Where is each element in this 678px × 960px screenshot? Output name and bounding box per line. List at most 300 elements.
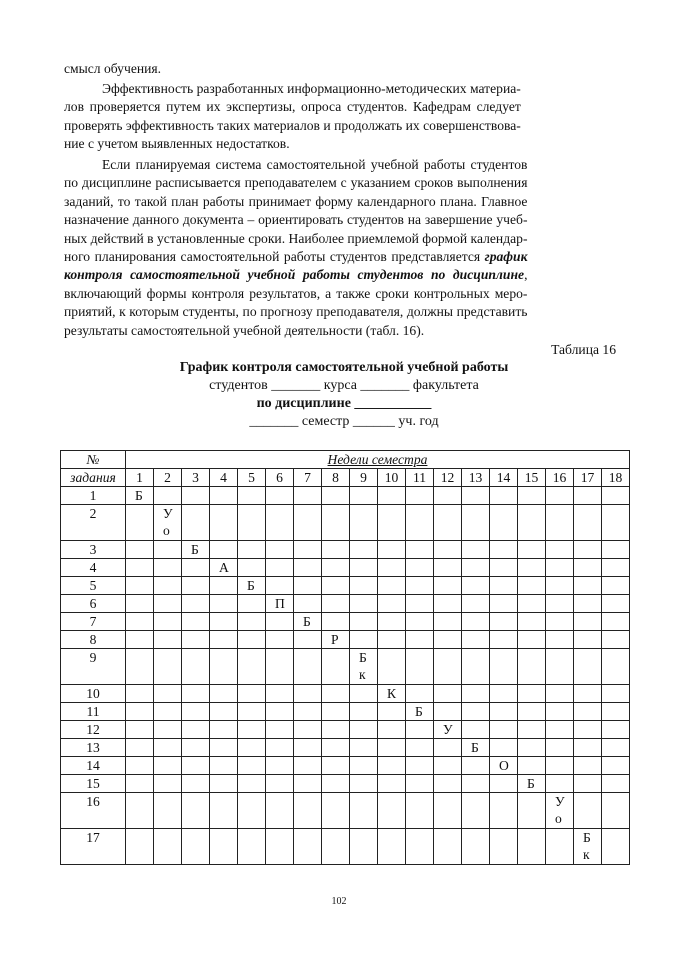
text-line: ных действий в установленные сроки. Наиболее приемлемой формой календар-	[64, 230, 528, 246]
table-row	[61, 775, 630, 793]
empty-cell	[322, 505, 350, 541]
empty-cell	[294, 559, 322, 577]
week-number: 10	[378, 469, 406, 487]
week-number: 15	[518, 469, 546, 487]
empty-cell	[126, 631, 154, 649]
task-number: 3	[61, 541, 126, 559]
text-run: ного планирования самостоятельной работы студентов представляется	[64, 249, 485, 265]
control-mark-letter: к	[583, 847, 590, 862]
empty-cell	[462, 793, 490, 829]
empty-cell	[434, 739, 462, 757]
empty-cell	[154, 631, 182, 649]
empty-cell	[490, 685, 518, 703]
empty-cell	[210, 775, 238, 793]
empty-cell	[490, 577, 518, 595]
week-number: 6	[266, 469, 294, 487]
empty-cell	[154, 487, 182, 505]
empty-cell	[602, 631, 630, 649]
table-row	[61, 649, 630, 685]
empty-cell	[518, 577, 546, 595]
table-row	[61, 505, 630, 541]
empty-cell	[238, 487, 266, 505]
empty-cell	[322, 649, 350, 685]
empty-cell	[462, 757, 490, 775]
empty-cell	[182, 703, 210, 721]
empty-cell	[350, 613, 378, 631]
control-mark	[154, 505, 182, 541]
empty-cell	[294, 649, 322, 685]
empty-cell	[154, 703, 182, 721]
empty-cell	[266, 487, 294, 505]
empty-cell	[462, 577, 490, 595]
empty-cell	[266, 613, 294, 631]
empty-cell	[546, 559, 574, 577]
empty-cell	[378, 721, 406, 739]
task-number: 14	[61, 757, 126, 775]
empty-cell	[322, 559, 350, 577]
empty-cell	[126, 595, 154, 613]
empty-cell	[602, 721, 630, 739]
empty-cell	[322, 757, 350, 775]
empty-cell	[378, 541, 406, 559]
empty-cell	[490, 613, 518, 631]
empty-cell	[294, 685, 322, 703]
empty-cell	[602, 541, 630, 559]
empty-cell	[322, 595, 350, 613]
empty-cell	[378, 613, 406, 631]
text-line: назначение данного документа – ориентировать студентов на завершение учеб-	[64, 212, 528, 228]
empty-cell	[434, 703, 462, 721]
control-mark	[434, 721, 462, 739]
empty-cell	[546, 595, 574, 613]
control-mark-letter: У	[163, 506, 173, 521]
control-mark-letter: А	[219, 560, 229, 575]
control-mark-letter: к	[359, 667, 366, 682]
empty-cell	[518, 649, 546, 685]
empty-cell	[182, 739, 210, 757]
empty-cell	[266, 829, 294, 865]
control-mark-letter: Б	[415, 704, 423, 719]
control-mark-letter: Б	[135, 488, 143, 503]
empty-cell	[462, 595, 490, 613]
empty-cell	[378, 829, 406, 865]
week-number: 7	[294, 469, 322, 487]
empty-cell	[518, 685, 546, 703]
empty-cell	[266, 685, 294, 703]
empty-cell	[350, 757, 378, 775]
control-mark-letter: Б	[527, 776, 535, 791]
paragraph-intro: смысл обучения.	[64, 61, 162, 76]
table-row	[61, 721, 630, 739]
empty-cell	[126, 541, 154, 559]
empty-cell	[126, 721, 154, 739]
empty-cell	[350, 631, 378, 649]
empty-cell	[210, 613, 238, 631]
empty-cell	[294, 757, 322, 775]
empty-cell	[266, 757, 294, 775]
week-number: 14	[490, 469, 518, 487]
control-mark	[406, 703, 434, 721]
empty-cell	[238, 595, 266, 613]
empty-cell	[602, 577, 630, 595]
empty-cell	[154, 541, 182, 559]
table-row	[61, 739, 630, 757]
table-subtitle-semester: _______ семестр ______ уч. год	[249, 414, 439, 429]
empty-cell	[518, 505, 546, 541]
control-mark-letter: Б	[303, 614, 311, 629]
task-number: 10	[61, 685, 126, 703]
empty-cell	[210, 631, 238, 649]
header-task: задания	[61, 469, 126, 487]
control-mark	[182, 541, 210, 559]
empty-cell	[350, 541, 378, 559]
empty-cell	[266, 559, 294, 577]
emphasis-text: график	[484, 249, 528, 265]
control-mark	[238, 577, 266, 595]
empty-cell	[602, 793, 630, 829]
empty-cell	[322, 685, 350, 703]
empty-cell	[462, 559, 490, 577]
empty-cell	[154, 559, 182, 577]
empty-cell	[546, 487, 574, 505]
empty-cell	[350, 505, 378, 541]
table-header-week-row	[61, 469, 630, 487]
empty-cell	[182, 775, 210, 793]
control-mark-letter: П	[275, 596, 285, 611]
empty-cell	[546, 721, 574, 739]
empty-cell	[574, 775, 602, 793]
empty-cell	[602, 613, 630, 631]
empty-cell	[210, 577, 238, 595]
control-mark-letter: о	[163, 523, 170, 538]
empty-cell	[154, 595, 182, 613]
empty-cell	[182, 505, 210, 541]
empty-cell	[238, 739, 266, 757]
empty-cell	[574, 487, 602, 505]
empty-cell	[490, 487, 518, 505]
empty-cell	[350, 595, 378, 613]
text-line: результаты самостоятельной учебной деятельности (табл. 16).	[64, 322, 425, 338]
empty-cell	[294, 487, 322, 505]
empty-cell	[294, 829, 322, 865]
empty-cell	[378, 775, 406, 793]
empty-cell	[294, 703, 322, 721]
empty-cell	[434, 775, 462, 793]
empty-cell	[462, 541, 490, 559]
empty-cell	[434, 577, 462, 595]
empty-cell	[406, 775, 434, 793]
control-mark	[350, 649, 378, 685]
control-mark	[294, 613, 322, 631]
empty-cell	[210, 793, 238, 829]
empty-cell	[602, 505, 630, 541]
empty-cell	[266, 775, 294, 793]
week-number: 13	[462, 469, 490, 487]
empty-cell	[462, 703, 490, 721]
empty-cell	[238, 829, 266, 865]
empty-cell	[602, 487, 630, 505]
empty-cell	[378, 559, 406, 577]
empty-cell	[294, 739, 322, 757]
week-number: 12	[434, 469, 462, 487]
empty-cell	[378, 595, 406, 613]
empty-cell	[266, 721, 294, 739]
empty-cell	[322, 739, 350, 757]
empty-cell	[238, 541, 266, 559]
empty-cell	[126, 685, 154, 703]
task-number: 16	[61, 793, 126, 829]
empty-cell	[434, 649, 462, 685]
week-number: 9	[350, 469, 378, 487]
table-row	[61, 595, 630, 613]
empty-cell	[378, 505, 406, 541]
empty-cell	[154, 739, 182, 757]
empty-cell	[294, 775, 322, 793]
empty-cell	[462, 829, 490, 865]
week-number: 8	[322, 469, 350, 487]
control-mark-letter: У	[555, 794, 565, 809]
empty-cell	[518, 541, 546, 559]
empty-cell	[322, 613, 350, 631]
empty-cell	[574, 541, 602, 559]
week-number: 16	[546, 469, 574, 487]
empty-cell	[182, 631, 210, 649]
empty-cell	[434, 757, 462, 775]
control-mark-letter: Б	[471, 740, 479, 755]
empty-cell	[210, 487, 238, 505]
empty-cell	[574, 631, 602, 649]
empty-cell	[378, 793, 406, 829]
empty-cell	[350, 721, 378, 739]
empty-cell	[210, 829, 238, 865]
empty-cell	[126, 703, 154, 721]
empty-cell	[462, 649, 490, 685]
task-number: 5	[61, 577, 126, 595]
empty-cell	[294, 793, 322, 829]
empty-cell	[294, 541, 322, 559]
empty-cell	[154, 685, 182, 703]
control-mark-letter: К	[387, 686, 397, 701]
text-line: Если планируемая система самостоятельной учебной работы студентов	[102, 157, 528, 172]
table-row	[61, 613, 630, 631]
empty-cell	[266, 541, 294, 559]
empty-cell	[546, 541, 574, 559]
empty-cell	[406, 505, 434, 541]
control-mark-letter: Б	[359, 650, 367, 665]
empty-cell	[154, 721, 182, 739]
empty-cell	[434, 559, 462, 577]
empty-cell	[518, 703, 546, 721]
empty-cell	[406, 649, 434, 685]
empty-cell	[462, 487, 490, 505]
empty-cell	[154, 757, 182, 775]
header-no: №	[61, 451, 126, 469]
empty-cell	[294, 721, 322, 739]
empty-cell	[294, 505, 322, 541]
text-run: ,	[524, 267, 528, 283]
empty-cell	[574, 721, 602, 739]
empty-cell	[266, 505, 294, 541]
empty-cell	[182, 487, 210, 505]
empty-cell	[126, 757, 154, 775]
text-line: ние с учетом выявленных недостатков.	[64, 136, 290, 152]
empty-cell	[546, 829, 574, 865]
empty-cell	[126, 613, 154, 631]
empty-cell	[182, 613, 210, 631]
week-number: 2	[154, 469, 182, 487]
empty-cell	[238, 505, 266, 541]
empty-cell	[182, 559, 210, 577]
empty-cell	[490, 703, 518, 721]
empty-cell	[266, 631, 294, 649]
empty-cell	[490, 739, 518, 757]
empty-cell	[462, 721, 490, 739]
empty-cell	[350, 775, 378, 793]
empty-cell	[238, 775, 266, 793]
empty-cell	[462, 613, 490, 631]
empty-cell	[210, 541, 238, 559]
empty-cell	[490, 559, 518, 577]
empty-cell	[518, 613, 546, 631]
empty-cell	[434, 541, 462, 559]
week-number: 11	[406, 469, 434, 487]
empty-cell	[406, 739, 434, 757]
empty-cell	[154, 649, 182, 685]
week-number: 17	[574, 469, 602, 487]
empty-cell	[602, 559, 630, 577]
empty-cell	[574, 649, 602, 685]
text-line: Эффективность разработанных информационно-методических материа-	[102, 81, 521, 96]
empty-cell	[182, 595, 210, 613]
empty-cell	[294, 577, 322, 595]
empty-cell	[434, 595, 462, 613]
empty-cell	[434, 613, 462, 631]
empty-cell	[462, 775, 490, 793]
week-number: 5	[238, 469, 266, 487]
paragraph-calendar-plan	[64, 156, 527, 340]
empty-cell	[182, 793, 210, 829]
empty-cell	[518, 487, 546, 505]
empty-cell	[602, 757, 630, 775]
table-subtitle-discipline: по дисциплине ___________	[256, 396, 432, 411]
empty-cell	[238, 613, 266, 631]
empty-cell	[182, 577, 210, 595]
empty-cell	[574, 685, 602, 703]
control-mark-letter: Б	[191, 542, 199, 557]
empty-cell	[406, 721, 434, 739]
empty-cell	[378, 487, 406, 505]
empty-cell	[574, 505, 602, 541]
task-number: 4	[61, 559, 126, 577]
empty-cell	[518, 559, 546, 577]
empty-cell	[574, 793, 602, 829]
empty-cell	[266, 649, 294, 685]
empty-cell	[546, 739, 574, 757]
empty-cell	[406, 595, 434, 613]
empty-cell	[322, 703, 350, 721]
control-mark-letter: Р	[331, 632, 339, 647]
empty-cell	[322, 829, 350, 865]
text-line: заданий, то такой план работы принимает форму календарного плана. Главное	[64, 193, 528, 209]
empty-cell	[350, 793, 378, 829]
empty-cell	[378, 577, 406, 595]
table-header-row	[61, 451, 630, 469]
week-number: 3	[182, 469, 210, 487]
empty-cell	[126, 829, 154, 865]
empty-cell	[546, 685, 574, 703]
task-number: 8	[61, 631, 126, 649]
empty-cell	[406, 829, 434, 865]
empty-cell	[182, 757, 210, 775]
empty-cell	[154, 793, 182, 829]
paragraph-effectiveness	[64, 80, 521, 154]
empty-cell	[490, 595, 518, 613]
text-line	[64, 248, 527, 266]
empty-cell	[574, 595, 602, 613]
empty-cell	[350, 829, 378, 865]
empty-cell	[518, 793, 546, 829]
empty-cell	[490, 775, 518, 793]
empty-cell	[490, 721, 518, 739]
empty-cell	[406, 631, 434, 649]
empty-cell	[518, 631, 546, 649]
empty-cell	[602, 703, 630, 721]
control-mark-letter: Б	[247, 578, 255, 593]
empty-cell	[378, 739, 406, 757]
empty-cell	[378, 631, 406, 649]
text-line: проверять эффективность таких материалов и продолжать их совершенствова-	[64, 117, 521, 133]
control-mark	[518, 775, 546, 793]
control-mark-letter: О	[499, 758, 509, 773]
empty-cell	[126, 739, 154, 757]
empty-cell	[518, 721, 546, 739]
empty-cell	[462, 505, 490, 541]
task-number: 6	[61, 595, 126, 613]
empty-cell	[574, 577, 602, 595]
control-mark-letter: У	[443, 722, 453, 737]
table-row	[61, 577, 630, 595]
empty-cell	[490, 829, 518, 865]
week-number: 18	[602, 469, 630, 487]
empty-cell	[126, 559, 154, 577]
empty-cell	[406, 613, 434, 631]
text-line	[64, 266, 527, 284]
empty-cell	[182, 829, 210, 865]
empty-cell	[546, 757, 574, 775]
empty-cell	[462, 685, 490, 703]
empty-cell	[238, 721, 266, 739]
empty-cell	[602, 685, 630, 703]
empty-cell	[210, 595, 238, 613]
empty-cell	[126, 577, 154, 595]
empty-cell	[210, 685, 238, 703]
empty-cell	[574, 613, 602, 631]
empty-cell	[490, 631, 518, 649]
text-line: приятий, к которым студенты, по прогнозу преподавателя, должны представить	[64, 304, 528, 320]
empty-cell	[154, 577, 182, 595]
empty-cell	[126, 793, 154, 829]
empty-cell	[518, 595, 546, 613]
empty-cell	[126, 505, 154, 541]
table-title: График контроля самостоятельной учебной работы	[179, 360, 509, 375]
empty-cell	[182, 685, 210, 703]
empty-cell	[546, 649, 574, 685]
table-row	[61, 541, 630, 559]
table-row	[61, 757, 630, 775]
empty-cell	[182, 721, 210, 739]
task-number: 15	[61, 775, 126, 793]
schedule-table	[60, 450, 630, 865]
